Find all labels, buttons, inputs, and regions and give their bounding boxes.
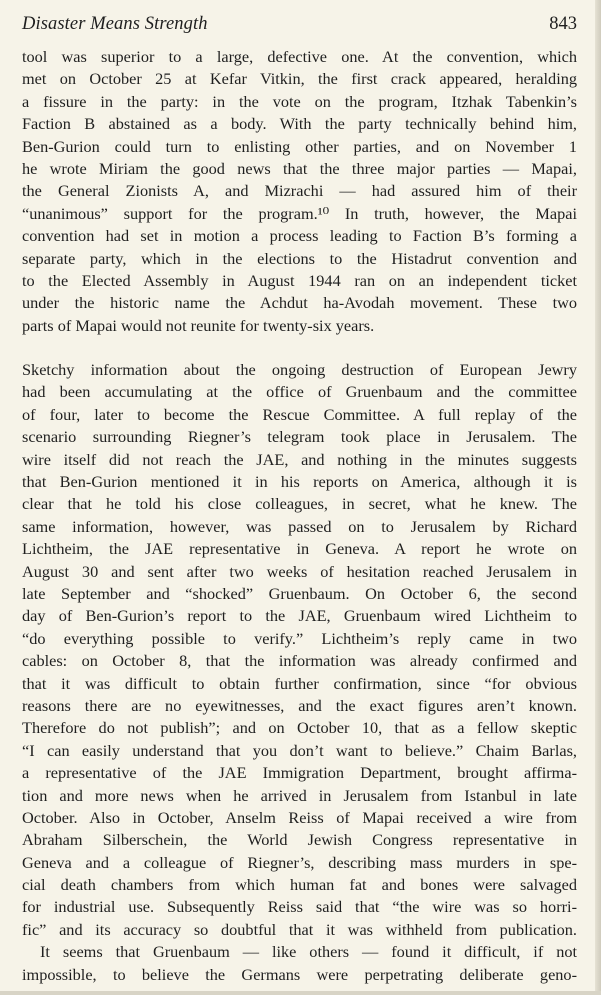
text-line: convention had set in motion a process leading to Faction B’s forming a bbox=[22, 226, 577, 246]
text-line: separate party, which in the elections to the Histadrut convention and bbox=[22, 248, 577, 268]
text-line: October. Also in October, Anselm Reiss of Mapai received a wire from bbox=[22, 807, 577, 827]
text-line: tool was superior to a large, defective one. At the convention, which bbox=[22, 47, 577, 66]
text-line: tion and more news when he arrived in Jerusalem from Istanbul in late bbox=[22, 785, 577, 805]
text-line: for industrial use. Subsequently Reiss said that “the wire was so horri- bbox=[22, 897, 577, 917]
text-line: he wrote Miriam the good news that the three major parties — Mapai, bbox=[22, 158, 577, 178]
paragraph-break bbox=[22, 337, 577, 359]
text-line: Faction B abstained as a body. With the party technically behind him, bbox=[22, 114, 577, 134]
text-line: Geneva and a colleague of Riegner’s, describing mass murders in spe- bbox=[22, 852, 577, 872]
chapter-title: Disaster Means Strength bbox=[22, 14, 208, 34]
text-line: to the Elected Assembly in August 1944 ran on an independent ticket bbox=[22, 270, 577, 290]
text-line: “do everything possible to verify.” Lichtheim’s reply came in two bbox=[22, 628, 577, 648]
page-number: 843 bbox=[549, 14, 577, 34]
text-line: a fissure in the party: in the vote on the program, Itzhak Tabenkin’s bbox=[22, 91, 577, 111]
text-line: that it was difficult to obtain further confirmation, since “for obvious bbox=[22, 673, 577, 693]
text-line: of four, later to become the Rescue Committee. A full replay of the bbox=[22, 404, 577, 424]
text-line: fic” and its accuracy so doubtful that it was withheld from publication. bbox=[22, 919, 577, 939]
paragraph-2 bbox=[22, 359, 577, 941]
text-line: Abraham Silberschein, the World Jewish Congress representative in bbox=[22, 830, 577, 850]
paragraph-1 bbox=[22, 46, 577, 337]
text-line: cial death chambers from which human fat and bones were salvaged bbox=[22, 875, 577, 895]
text-line: Ben-Gurion could turn to enlisting other parties, and on November 1 bbox=[22, 136, 577, 156]
text-line: under the historic name the Achdut ha-Avodah movement. These two bbox=[22, 293, 577, 313]
page-edge-bottom bbox=[0, 991, 601, 995]
text-line: clear that he told his close colleagues, in secret, what he knew. The bbox=[22, 494, 577, 514]
text-line: impossible, to believe the Germans were perpetrating deliberate geno- bbox=[22, 964, 577, 984]
text-line: wire itself did not reach the JAE, and nothing in the minutes suggests bbox=[22, 449, 577, 469]
text-line: day of Ben-Gurion’s report to the JAE, Gruenbaum wired Lichtheim to bbox=[22, 606, 577, 626]
body-text bbox=[22, 46, 577, 986]
text-line: parts of Mapai would not reunite for twenty-six years. bbox=[22, 315, 375, 335]
text-line: Therefore do not publish”; and on October 10, that as a fellow skeptic bbox=[22, 718, 577, 738]
text-line: met on October 25 at Kefar Vitkin, the first crack appeared, heralding bbox=[22, 69, 577, 89]
text-line: reasons there are no eyewitnesses, and the exact figures aren’t known. bbox=[22, 695, 577, 715]
text-line: August 30 and sent after two weeks of hesitation reached Jerusalem in bbox=[22, 561, 577, 581]
text-line: late September and “shocked” Gruenbaum. On October 6, the second bbox=[22, 583, 577, 603]
running-head bbox=[22, 14, 577, 36]
text-line: cables: on October 8, that the information was already confirmed and bbox=[22, 651, 577, 671]
text-line: Sketchy information about the ongoing destruction of European Jewry bbox=[22, 360, 577, 380]
text-line: that Ben-Gurion mentioned it in his reports on America, although it is bbox=[22, 472, 577, 492]
text-line: same information, however, was passed on to Jerusalem by Richard bbox=[22, 516, 577, 536]
text-line: the General Zionists A, and Mizrachi — had assured him of their bbox=[22, 181, 577, 201]
text-line: “I can easily understand that you don’t want to believe.” Chaim Barlas, bbox=[22, 740, 577, 760]
text-line: Lichtheim, the JAE representative in Geneva. A report he wrote on bbox=[22, 539, 577, 559]
text-line: had been accumulating at the office of Gruenbaum and the committee bbox=[22, 382, 577, 402]
text-line: scenario surrounding Riegner’s telegram took place in Jerusalem. The bbox=[22, 427, 577, 447]
text-line: a representative of the JAE Immigration Department, brought affirma- bbox=[22, 763, 577, 783]
page-edge-right bbox=[595, 0, 601, 995]
text-line: It seems that Gruenbaum — like others — found it difficult, if not bbox=[40, 942, 577, 962]
text-line: “unanimous” support for the program.¹⁰ In truth, however, the Mapai bbox=[22, 203, 577, 223]
paragraph-3 bbox=[22, 941, 577, 986]
